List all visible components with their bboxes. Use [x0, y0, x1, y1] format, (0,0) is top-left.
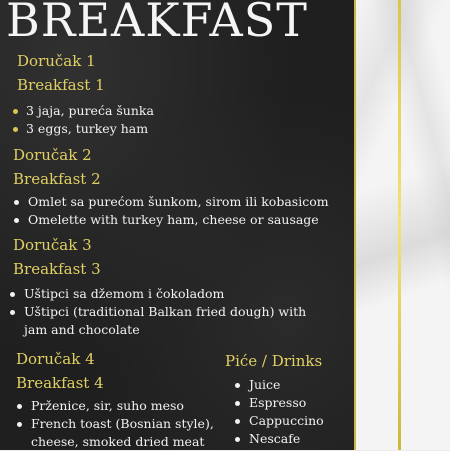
section-2-english-heading: Breakfast 2 [13, 170, 101, 188]
drinks-items [235, 376, 324, 448]
section-4-local-heading: Doručak 4 [16, 350, 95, 368]
list-item: 3 eggs, turkey ham [13, 120, 154, 138]
menu-title: BREAKFAST [6, 0, 308, 47]
section-1-local-heading: Doručak 1 [17, 52, 96, 70]
bullet-icon [17, 422, 22, 427]
section-4-items [17, 397, 217, 451]
list-item: Uštipci (traditional Balkan fried dough) with jam and chocolate [10, 303, 325, 339]
bullet-icon [13, 127, 18, 132]
section-3-items [10, 285, 325, 339]
bullet-icon [17, 404, 22, 409]
gold-stripe [398, 0, 401, 450]
bullet-icon [235, 419, 240, 424]
list-item: Nescafe [235, 430, 324, 448]
list-item: Juice [235, 376, 324, 394]
list-item: Omelette with turkey ham, cheese or sausage [14, 211, 329, 229]
panel-border [354, 0, 356, 450]
section-2-local-heading: Doručak 2 [13, 146, 92, 164]
bullet-icon [235, 383, 240, 388]
list-item: 3 jaja, pureća šunka [13, 102, 154, 120]
section-4-english-heading: Breakfast 4 [16, 374, 104, 392]
list-item: Prženice, sir, suho meso [17, 397, 217, 415]
bullet-icon [14, 218, 19, 223]
section-1-english-heading: Breakfast 1 [17, 76, 105, 94]
section-3-local-heading: Doručak 3 [13, 236, 92, 254]
list-item: Omlet sa purećom šunkom, sirom ili kobasicom [14, 193, 329, 211]
section-3-english-heading: Breakfast 3 [13, 260, 101, 278]
section-1-items [13, 102, 154, 138]
list-item: French toast (Bosnian style), cheese, smoked dried meat [17, 415, 217, 451]
bullet-icon [235, 401, 240, 406]
bullet-icon [235, 437, 240, 442]
drinks-heading: Piće / Drinks [225, 352, 323, 370]
bullet-icon [14, 200, 19, 205]
section-2-items [14, 193, 329, 229]
list-item: Espresso [235, 394, 324, 412]
list-item: Uštipci sa džemom i čokoladom [10, 285, 325, 303]
bullet-icon [10, 310, 15, 315]
bullet-icon [13, 109, 18, 114]
marble-background [356, 0, 450, 450]
bullet-icon [10, 292, 15, 297]
list-item: Cappuccino [235, 412, 324, 430]
